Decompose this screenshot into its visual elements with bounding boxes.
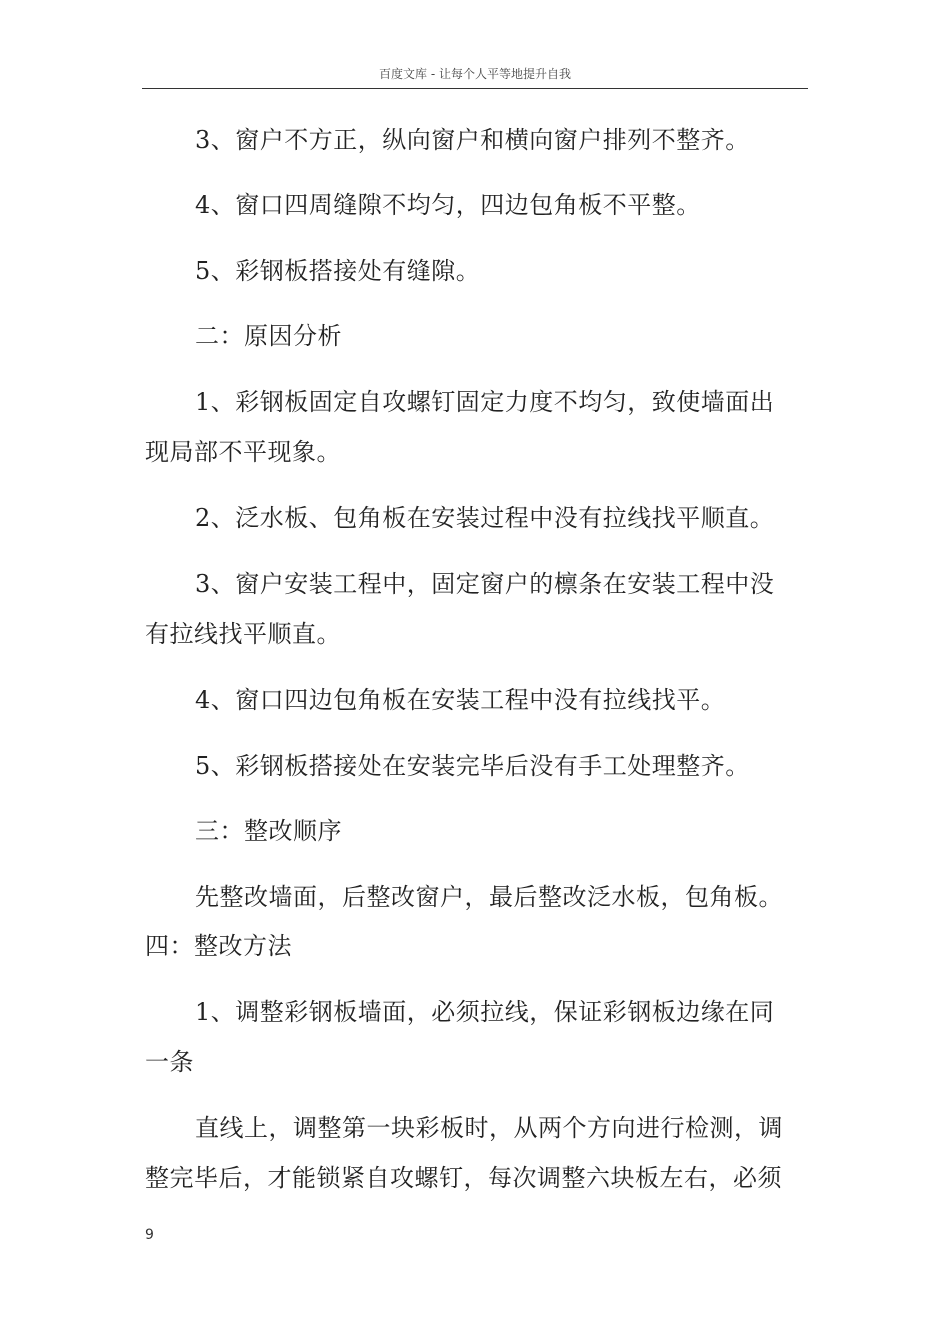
section-heading: 二：原因分析	[195, 322, 342, 350]
paragraph-line: 3、窗户不方正，纵向窗户和横向窗户排列不整齐。	[195, 126, 750, 154]
section-heading: 三：整改顺序	[195, 817, 342, 845]
section-heading: 四：整改方法	[145, 932, 292, 960]
paragraph-line: 整完毕后，才能锁紧自攻螺钉，每次调整六块板左右，必须	[145, 1164, 782, 1192]
paragraph-line: 3、窗户安装工程中，固定窗户的檩条在安装工程中没	[195, 570, 775, 598]
paragraph-line: 1、调整彩钢板墙面，必须拉线，保证彩钢板边缘在同	[195, 998, 775, 1026]
paragraph-line: 2、泛水板、包角板在安装过程中没有拉线找平顺直。	[195, 504, 775, 532]
paragraph-line: 现局部不平现象。	[145, 438, 341, 466]
page-header	[142, 64, 808, 89]
paragraph-line: 直线上，调整第一块彩板时，从两个方向进行检测，调	[195, 1114, 783, 1142]
paragraph-line: 1、彩钢板固定自攻螺钉固定力度不均匀，致使墙面出	[195, 388, 775, 416]
paragraph-line: 4、窗口四边包角板在安装工程中没有拉线找平。	[195, 686, 726, 714]
paragraph-line: 4、窗口四周缝隙不均匀，四边包角板不平整。	[195, 191, 701, 219]
paragraph-line: 有拉线找平顺直。	[145, 620, 341, 648]
paragraph-line: 先整改墙面，后整改窗户，最后整改泛水板，包角板。	[195, 883, 783, 911]
page-number: 9	[145, 1227, 154, 1243]
paragraph-line: 5、彩钢板搭接处有缝隙。	[195, 257, 481, 285]
paragraph-line: 5、彩钢板搭接处在安装完毕后没有手工处理整齐。	[195, 752, 750, 780]
header-text: 百度文库 - 让每个人平等地提升自我	[379, 67, 571, 81]
paragraph-line: 一条	[145, 1048, 194, 1076]
